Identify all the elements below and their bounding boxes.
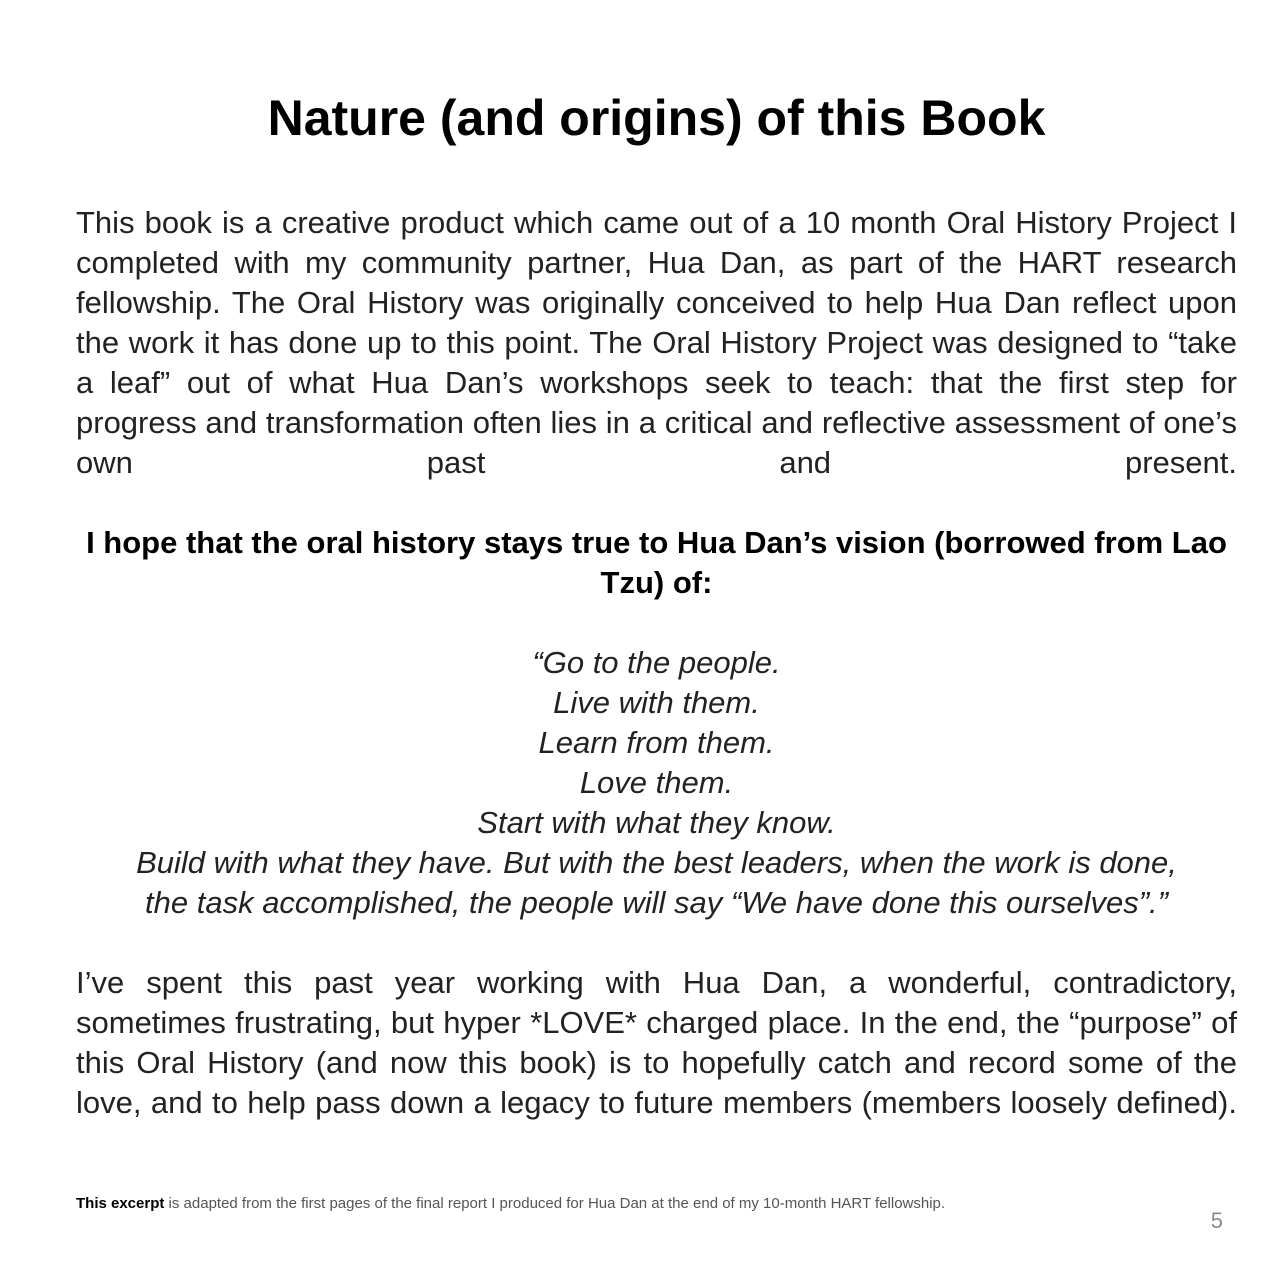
closing-paragraph: I’ve spent this past year working with Hua Dan, a wonderful, contradictory, sometimes frustrating, but hyper *LOVE* charged place. In the end, the “purpose” of this Oral History (and now this book) is to hopefully catch and record some of the love, and to help pass down a legacy to future members (members loosely defined).	[76, 965, 1237, 1120]
footnote-text: is adapted from the first pages of the final report I produced for Hua Dan at the end of my 10-month HART fellowship.	[164, 1195, 946, 1212]
quote-line: Build with what they have. But with the best leaders, when the work is done,	[136, 845, 1177, 880]
quote-line: Start with what they know.	[477, 805, 836, 840]
page-number: 5	[1210, 1208, 1223, 1233]
lao-tzu-quote	[76, 643, 1237, 923]
quote-line: “Go to the people.	[532, 645, 781, 680]
quote-line: Love them.	[579, 765, 734, 800]
quote-line: Live with them.	[553, 685, 760, 720]
quote-line: Learn from them.	[538, 725, 775, 760]
hope-statement: I hope that the oral history stays true to Hua Dan’s vision (borrowed from Lao Tzu) of:	[86, 525, 1227, 600]
quote-line: the task accomplished, the people will say “We have done this ourselves”.”	[145, 885, 1168, 920]
page-title: Nature (and origins) of this Book	[267, 90, 1046, 146]
footnote-lead: This excerpt	[76, 1195, 165, 1212]
intro-paragraph: This book is a creative product which came out of a 10 month Oral History Project I completed with my community partner, Hua Dan, as part of the HART research fellowship. The Oral History was originally conceived to help Hua Dan reflect upon the work it has done up to this point. The Oral History Project was designed to “take a leaf” out of what Hua Dan’s workshops seek to teach: that the first step for progress and transformation often lies in a critical and reflective assessment of one’s own past and present.	[76, 205, 1237, 480]
footnote	[76, 1195, 945, 1213]
